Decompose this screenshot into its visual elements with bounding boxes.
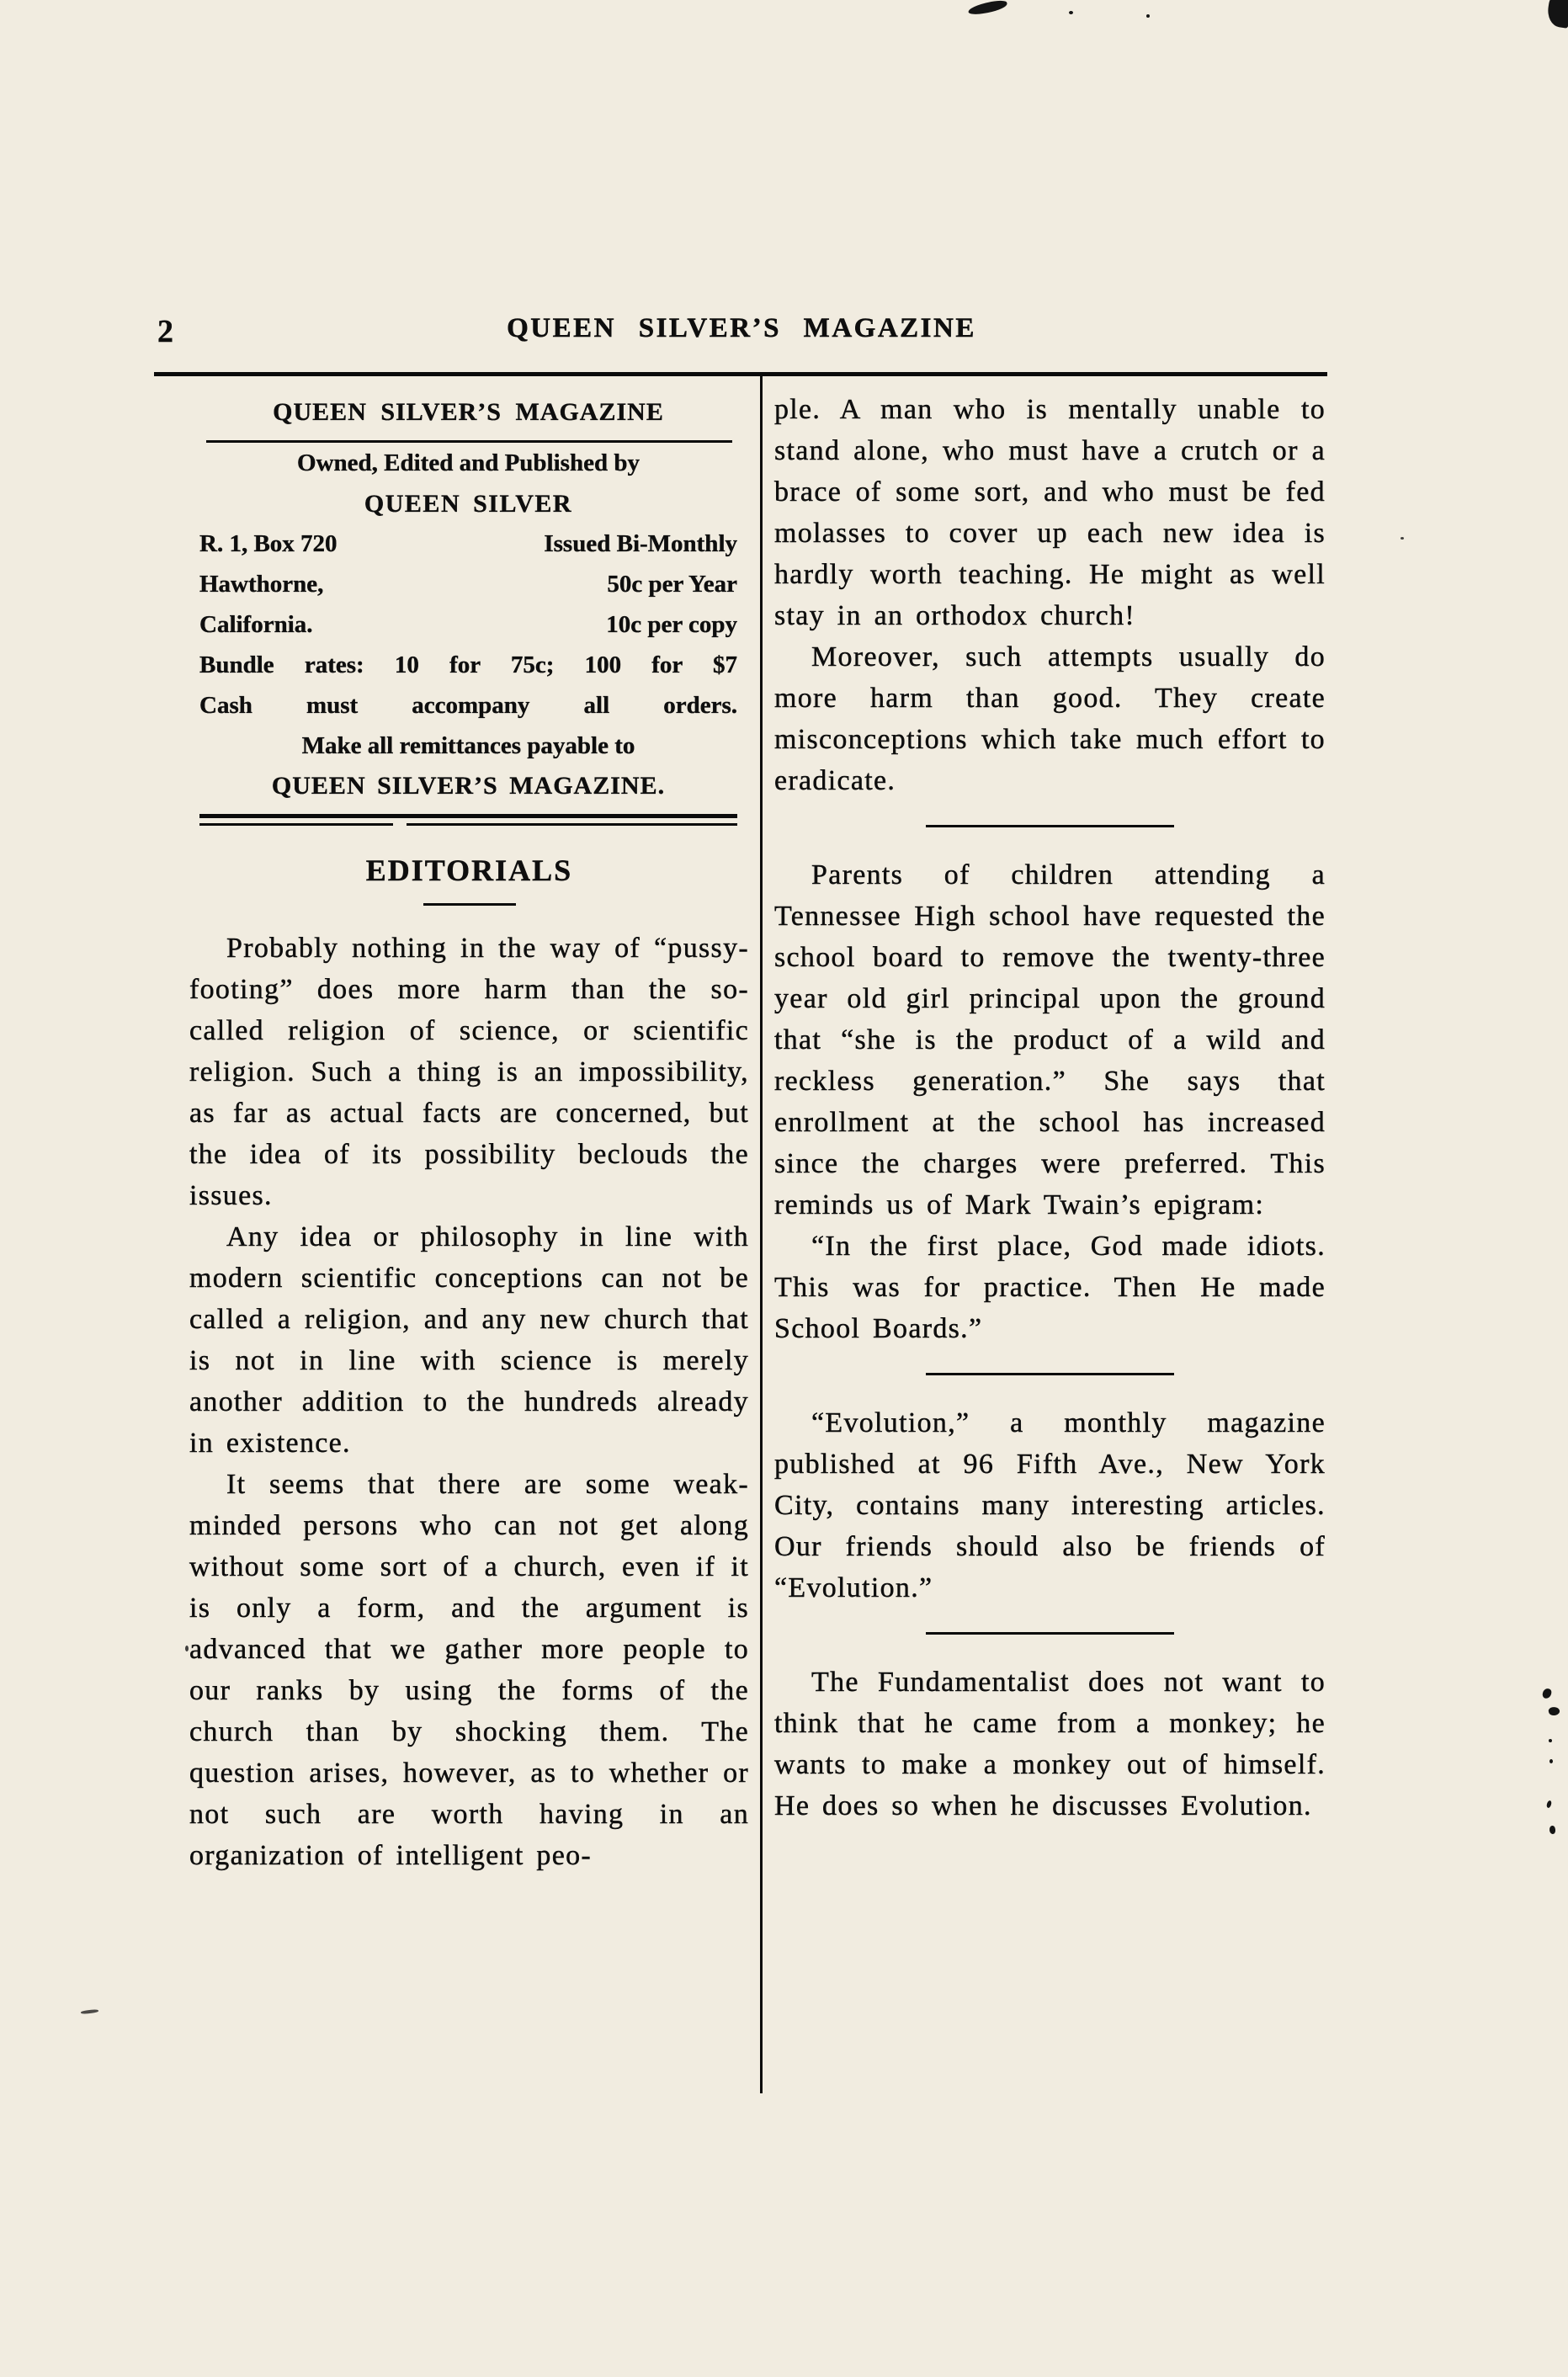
masthead-bundle-rates: Bundle rates: 10 for 75c; 100 for $7 (199, 651, 737, 678)
ink-speck (1069, 11, 1073, 14)
ink-speck (1546, 1800, 1553, 1808)
section-divider-rule (926, 1632, 1174, 1635)
two-column-body (189, 389, 1326, 1876)
masthead-box (189, 389, 749, 826)
ink-speck (185, 1646, 189, 1651)
masthead-info-row (199, 564, 737, 604)
header-rule (154, 372, 1327, 376)
section-divider-rule (926, 825, 1174, 827)
masthead-copy-price: 10c per copy (606, 611, 737, 638)
ink-speck (1548, 1706, 1560, 1716)
ink-speck (1549, 1739, 1552, 1742)
running-title: QUEEN SILVER’S MAGAZINE (507, 313, 976, 343)
ink-speck (1401, 537, 1404, 540)
ink-streak (967, 0, 1007, 16)
pencil-mark (81, 2009, 98, 2014)
masthead-owner: QUEEN SILVER (364, 490, 573, 518)
masthead-byline: Owned, Edited and Published by (297, 449, 640, 476)
editorial-paragraph: It seems that there are some weak-minded persons who can not get along without some sort of a church, even if it is only a form, and the argument is advanced that we gather more people to our ranks by using the forms of the church than by shocking them. The question arises, however, as to whether or not such are worth having in an organization of intelligent peo- (189, 1469, 749, 1871)
masthead-double-rule (199, 814, 737, 826)
masthead-city: Hawthorne, (199, 571, 324, 598)
masthead-remittance-line: Make all remittances payable to (301, 732, 635, 759)
masthead-address-line: R. 1, Box 720 (199, 530, 338, 557)
left-column-text (189, 928, 749, 1876)
masthead-title: QUEEN SILVER’S MAGAZINE (273, 398, 664, 426)
running-head (156, 313, 1327, 355)
editorial-paragraph: Parents of children attending a Tennessee High school have requested the school board to remove the twenty-three year old girl principal upon the ground that “she is the product of a wild and reckless generation.” She says that enrollment at the school has increased since the charges were preferred. This reminds us of Mark Twain’s epigram: (774, 859, 1326, 1220)
editorial-paragraph: Any idea or philosophy in line with modern scientific conceptions can not be called a religion, and any new church that is not in line with science is merely another addition to the hundreds already in existence. (189, 1221, 749, 1459)
right-column-text (774, 389, 1326, 1827)
ink-speck (1549, 1826, 1555, 1835)
ink-blob-corner (1545, 0, 1568, 29)
masthead-issue-frequency: Issued Bi-Monthly (544, 530, 737, 557)
masthead-cash-note: Cash must accompany all orders. (199, 692, 737, 719)
double-rule-top (199, 814, 737, 818)
ink-speck (1542, 1688, 1553, 1699)
left-column (189, 389, 749, 1876)
editorial-paragraph: Moreover, such attempts usually do more harm than good. They create misconceptions which take much effort to eradicate. (774, 641, 1326, 796)
double-rule-bottom (199, 823, 737, 826)
editorial-paragraph: Probably nothing in the way of “pussy-footing” does more harm than the so-called religion of science, or scientific religion. Such a thing is an impossibility, as far as actual facts are concerned, but the idea of its possibility beclouds the issues. (189, 933, 749, 1211)
masthead-info-row (199, 524, 737, 564)
editorial-paragraph: “Evolution,” a monthly magazine published at 96 Fifth Ave., New York City, contains many interesting articles. Our friends should also be friends of “Evolution.” (774, 1407, 1326, 1603)
masthead-remittance-payee: QUEEN SILVER’S MAGAZINE. (271, 772, 666, 800)
editorial-paragraph: “In the first place, God made idiots. This was for practice. Then He made School Boards.” (774, 1231, 1326, 1344)
masthead-year-price: 50c per Year (607, 571, 737, 598)
page-number: 2 (157, 314, 173, 349)
editorial-paragraph: ple. A man who is mentally unable to stand alone, who must have a crutch or a brace of some sort, and who must be fed molasses to cover up each new idea is hardly worth teaching. He might as well stay in an orthodox church! (774, 394, 1326, 631)
editorial-paragraph: The Fundamentalist does not want to think that he came from a monkey; he wants to make a monkey out of himself. He does so when he discusses Evolution. (774, 1667, 1326, 1821)
ink-speck (1549, 1759, 1553, 1763)
masthead-info-row (199, 604, 737, 645)
editorials-heading: EDITORIALS (365, 853, 573, 887)
masthead-state: California. (199, 611, 313, 638)
right-column (774, 389, 1326, 1827)
editorials-heading-rule (423, 903, 516, 906)
ink-speck (1146, 14, 1150, 18)
section-divider-rule (926, 1373, 1174, 1375)
